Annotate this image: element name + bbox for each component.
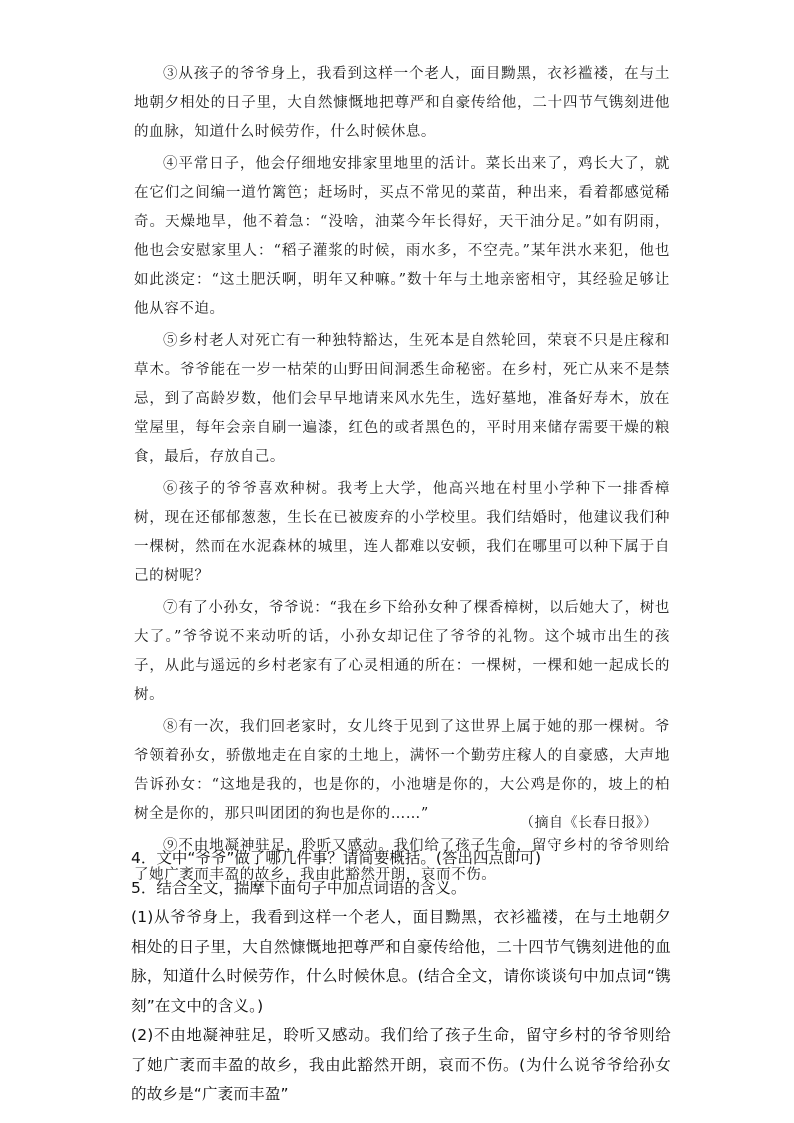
question-4: 4．文中“爷爷”做了哪几件事？请简要概括。(答出四点即可) — [131, 849, 542, 867]
question-5-part-1: (1)从爷爷身上，我看到这样一个老人，面目黝黑，衣衫褴褛，在与土地朝夕相处的日子里，大自然慷慨地把尊严和自豪传给他，二十四节气镌刻进他的血脉，知道什么时候劳作，什么时候休息。(结合全文，请你谈谈句中加点词“镌刻”在文中的含义。) — [131, 908, 671, 1015]
questions-section — [131, 844, 671, 1110]
essay-paragraph-9: ⑨不由地凝神驻足，聆听又感动。我们给了孩子生命，留守乡村的爷爷则给了她广袤而丰盈的故乡，我由此豁然开朗，哀而不伤。 — [134, 838, 670, 883]
essay-body — [134, 60, 670, 893]
question-5: 5．结合全文，揣摩下面句子中加点词语的含义。 — [131, 878, 467, 897]
essay-paragraph-7: ⑦有了小孙女，爷爷说：“我在乡下给孙女种了棵香樟树，以后她大了，树也大了。”爷爷说不来动听的话，小孙女却记住了爷爷的礼物。这个城市出生的孩子，从此与遥远的乡村老家有了心灵相通的所在：一棵树，一棵和她一起成长的树。 — [134, 600, 670, 703]
essay-paragraph-6: ⑥孩子的爷爷喜欢种树。我考上大学，他高兴地在村里小学种下一排香樟树，现在还郁郁葱葱，生长在已被废弃的小学校里。我们结婚时，他建议我们种一棵树，然而在水泥森林的城里，连人都难以安顿，我们在哪里可以种下属于自己的树呢？ — [134, 481, 670, 584]
essay-paragraph-8: ⑧有一次，我们回老家时，女儿终于见到了这世界上属于她的那一棵树。爷爷领着孙女，骄傲地走在自家的土地上，满怀一个勤劳庄稼人的自豪感，大声地告诉孙女：“这地是我的，也是你的，小池塘是你的，大公鸡是你的，坡上的柏树全是你的，那只叫团团的狗也是你的……” — [134, 719, 670, 822]
question-5-part-2: (2)不由地凝神驻足，聆听又感动。我们给了孩子生命，留守乡村的爷爷则给了她广袤而丰盈的故乡，我由此豁然开朗，哀而不伤。(为什么说爷爷给孙女的故乡是“广袤而丰盈” — [131, 1026, 671, 1103]
essay-paragraph-3: ③从孩子的爷爷身上，我看到这样一个老人，面目黝黑，衣衫褴褛，在与土地朝夕相处的日子里，大自然慷慨地把尊严和自豪传给他，二十四节气镌刻进他的血脉，知道什么时候劳作，什么时候休息。 — [134, 66, 670, 140]
essay-paragraph-4: ④平常日子，他会仔细地安排家里地里的活计。菜长出来了，鸡长大了，就在它们之间编一道竹篱笆；赶场时，买点不常见的菜苗，种出来，看着都感觉稀奇。天燥地旱，他不着急：“没啥，油菜今年长得好，天干油分足。”如有阴雨，他也会安慰家里人：“稻子灌浆的时候，雨水多，不空壳。”某年洪水来犯，他也如此淡定：“这土肥沃啊，明年又种嘛。”数十年与土地亲密相守，其经验足够让他从容不迫。 — [134, 156, 670, 317]
essay-paragraph-5: ⑤乡村老人对死亡有一种独特豁达，生死本是自然轮回，荣衰不只是庄稼和草木。爷爷能在一岁一枯荣的山野田间洞悉生命秘密。在乡村，死亡从来不是禁忌，到了高龄岁数，他们会早早地请来风水先生，选好墓地，准备好寿木，放在堂屋里，每年会亲自刷一遍漆，红色的或者黑色的，平时用来储存需要干燥的粮食，最后，存放自己。 — [134, 333, 670, 465]
source-citation: （摘自《长春日报》） — [520, 815, 658, 831]
